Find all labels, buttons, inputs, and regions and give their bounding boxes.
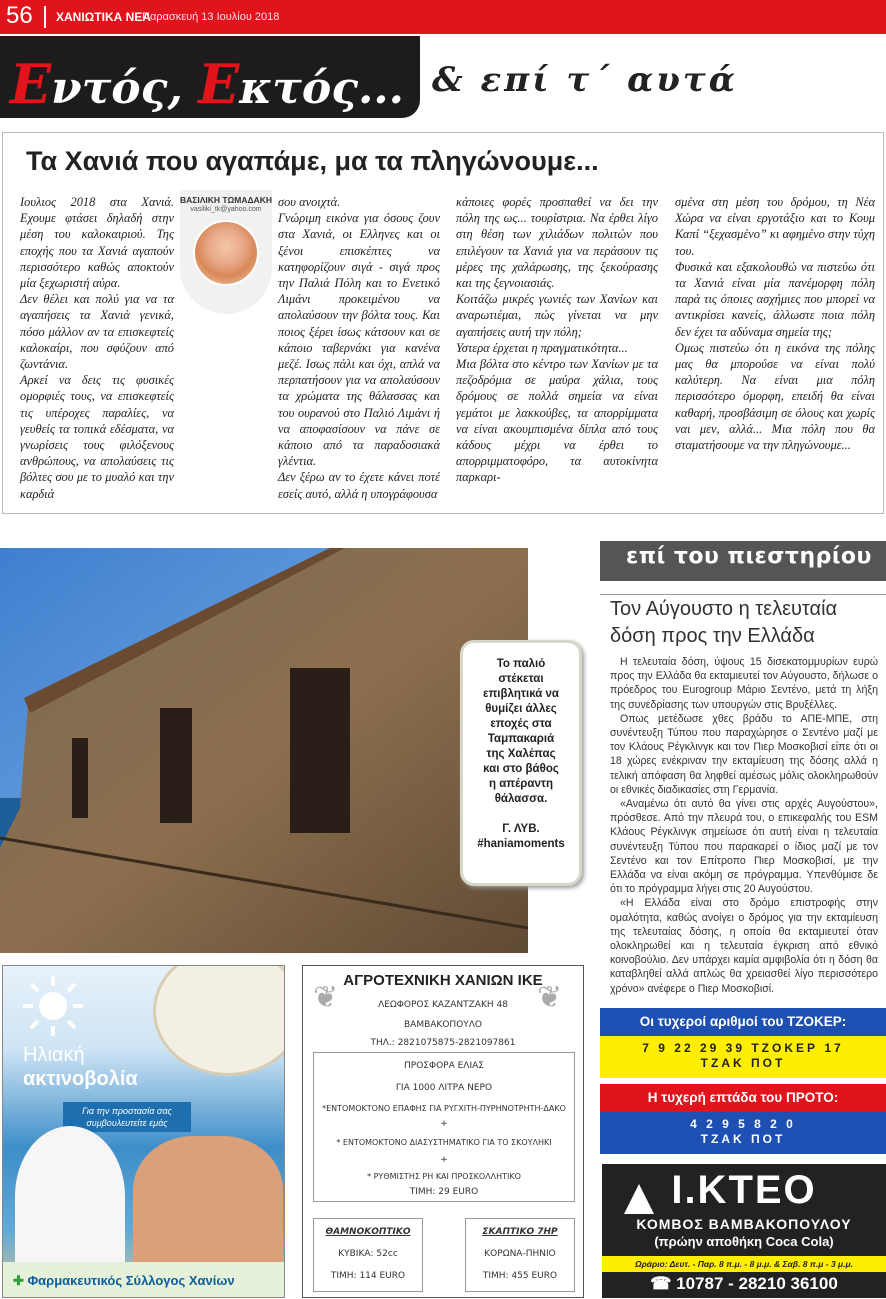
trimmer-box [313, 1218, 423, 1292]
article-paragraph: Μια βόλτα στο κέντρο των Χανίων με τα πεζοδρόμια σε μαύρα χάλια, τους δρόμους σε πολλά σημεία να είναι γεμάτοι με λακκούβες, τα απορρίμματα να είναι ακουμπισμένα δίπλα από τους κάδους μέχρι να έρθει το απορριμματοφόρο, τα αυτοκίνητα παρκαρι- [456, 357, 658, 485]
offer-title: ΠΡΟΣΦΟΡΑ ΕΛΙΑΣ [404, 1061, 484, 1071]
olive-branch-icon: ❦ [313, 981, 339, 1014]
article-column-4 [675, 194, 875, 453]
news-paragraph: Οπως μετέδωσε χθες βράδυ το ΑΠΕ-ΜΠΕ, στη συνέντευξη Τύπου που παραχώρησε ο Σεντένο μαζί με τον Κλάους Ρέγκλινγκ και τον Πιερ Μοσκοβισί είπε ότι οι 18 χώρες ενέκριναν την εκταμίευση της δόσης αλλά η τελική απόφαση θα ληφθεί αμέσως μόλις ολοκληρωθούν οι εθνικές διαδικασίες στη Γερμανία. [610, 712, 878, 796]
news-paragraph: «Αναμένω ότι αυτό θα γίνει στις αρχές Αυγούστου», πρόσθεσε. Από την πλευρά του, ο επικεφαλής του ESM Κλάους Ρέγκλινγκ σημείωσε ότι αυτή είναι η τελευταία συνέντευξη Τύπου που παρακαρεί ο ίδιος μαζί με τον Σεντένο και τον Επίτροπο Πιερ Μοσκοβισί, με την Ελλάδα να είναι ακόμη σε πρόγραμμα. Υπενθύμισε δε ότι το πρόγραμμα λήγει στις 20 Αυγούστου. [610, 798, 878, 896]
article-title: Τα Χανιά που αγαπάμε, μα τα πληγώνουμε... [26, 146, 599, 176]
sun-icon [21, 974, 85, 1038]
sunburned-back [133, 1136, 283, 1271]
author-name: ΒΑΣΙΛΙΚΗ ΤΩΜΑΔΑΚΗ [180, 195, 273, 205]
proto-title: Η τυχερή επτάδα του ΠΡΟΤΟ: [600, 1084, 886, 1112]
article-paragraph: Υστερα έρχεται η πραγματικότητα... [456, 340, 628, 355]
offer-item: * ΡΥΘΜΙΣΤΗΣ ΡΗ ΚΑΙ ΠΡΟΣΚΟΛΛΗΤΙΚΟ [367, 1172, 521, 1181]
trimmer-title: ΘΑΜΝΟΚΟΠΤΙΚΟ [325, 1227, 411, 1237]
agro-address-2: ΒΑΜΒΑΚΟΠΟΥΛΟ [403, 1020, 482, 1030]
olive-branch-icon: ❦ [537, 981, 563, 1014]
news-paragraph: «Η Ελλάδα είναι στο δρόμο επιστροφής στην ομαλότητα, καθώς ανοίγει ο δρόμος για την εκταμίευση της τελευταίας δόσης, η οποία θα εκταμιευτεί όταν ολοκληρωθεί και η τελευταία έγκριση από εθνικό κοινοβούλιο. Δεν υπάρχει καμία αμφιβολία ότι η δόση θα καταβληθεί αλλά απλώς θα χρειασθεί λίγο περισσότερο χρόνο» ανέφερε ο Πιερ Μοσκοβισί. [610, 897, 878, 995]
issue-date: Παρασκευή 13 Ιουλίου 2018 [142, 11, 280, 23]
author-email: vasiliki_tk@yahoo.com [190, 206, 262, 213]
news-divider [600, 594, 886, 595]
proto-note: ΤΖΑΚ ΠΟΤ [700, 1132, 786, 1146]
article-column-1 [20, 194, 174, 502]
caption-line: Ταμπακαριά [487, 733, 555, 745]
phone-icon: ☎ [650, 1274, 677, 1293]
article-paragraph: Αρκεί να δεις τις φυσικές ομορφιές τους, να επισκεφτείς τις υπέροχες παραλίες, να γευθείς τα τοπικά εδέσματα, να γνωρίσεις τους φιλόξενους ανθρώπους, να απολαύσεις τις βόλτες σου με το μυαλό και την καρδιά [20, 373, 174, 501]
page-number: 56 [6, 2, 33, 29]
title-letter-2: Ε [198, 52, 240, 116]
caption-line: θυμίζει άλλες [485, 703, 557, 715]
caption-line: θάλασσα. [494, 793, 548, 805]
agro-address-1: ΛΕΩΦΟΡΟΣ ΚΑΖΑΝΤΖΑΚΗ 48 [378, 1000, 508, 1010]
section-title [10, 52, 404, 116]
kteo-location: ΚΟΜΒΟΣ ΒΑΜΒΑΚΟΠΟΥΛΟΥ [636, 1216, 852, 1232]
tiller-title: ΣΚΑΠΤΙΚΟ 7ΗΡ [482, 1227, 558, 1237]
caption-line: και στο βάθος [483, 763, 559, 775]
caption-line: εποχές στα [490, 718, 552, 730]
pharma-cross-icon: ✚ [13, 1273, 28, 1288]
article-paragraph: Δεν ξέρω αν το έχετε κάνει ποτέ εσείς αυτό, αλλά η υπογράφουσα [278, 470, 440, 501]
offer-plus: + [440, 1119, 448, 1129]
pharma-tagline: Για την προστασία σας συμβουλευτείτε εμάς [63, 1102, 191, 1132]
trimmer-price: ΤΙΜΗ: 114 EURO [330, 1271, 406, 1281]
article-paragraph: Δεν θέλει και πολύ για να τα αγαπήσεις τα Χανιά γενικά, πόσο μάλλον αν τα επισκεφτείς καλοκαίρι, που σφύζουν από ζωντάνια. [20, 292, 174, 372]
tiller-box [465, 1218, 575, 1292]
caption-line: η απέραντη [488, 778, 554, 790]
proto-box [600, 1112, 886, 1154]
tiller-spec: ΚΟΡΩΝΑ-ΠΗΝΙΟ [484, 1249, 556, 1259]
article-paragraph: Φυσικά και εξακολουθώ να πιστεύω ότι τα Χανιά είναι μία πανέμορφη πόλη παρά τις όποιες ασχήμιες που μπορεί να αντικρίσει κανείς, άλλωστε ποια πόλη δεν έχει τα αδύναμα σημεία της; [675, 259, 875, 339]
title-word-1: ντός, [51, 63, 199, 114]
article-paragraph: Ιουλιος 2018 στα Χανιά. Εχουμε φτάσει δηλαδή στην μέση του καλοκαιριού. Της εποχής που τα Χανιά αγαπούν περισσότερο καθώς αποκτούν μία ξεχωριστή αύρα. [20, 195, 174, 291]
pharmacist-figure [15, 1126, 125, 1266]
press-section-title: επί του πιεστηρίου [626, 544, 872, 569]
top-divider [44, 6, 46, 28]
offer-plus: + [440, 1155, 448, 1165]
author-badge [180, 190, 272, 314]
caption-line: Το παλιό [496, 658, 546, 670]
caption-line: επιβλητικά να [483, 688, 559, 700]
joker-box [600, 1036, 886, 1078]
news-body [610, 655, 878, 996]
trimmer-spec: ΚΥΒΙΚΑ: 52cc [338, 1249, 398, 1259]
photo-caption [460, 640, 582, 886]
article-paragraph: Ομως πιστεύω ότι η εικόνα της πόλης μας θα μπορούσε να είναι πολύ καλύτερη. Να είναι μια πόλη περισσότερο όμορφη, επειδή θα είναι καθαρή, προσβάσιμη σε όλους και χωρίς ναι μεν, αλλά... Μια πόλη που θα σταματήσουμε να την πληγώνουμε... [675, 340, 875, 453]
article-paragraph: κάποιες φορές προσπαθεί να δει την πόλη της ως... τουρίστρια. Να έρθει λίγο στη θέση των χιλιάδων πολιτών που επιλέγουν τα Χανιά για να περάσουν τις μέρες της χαλάρωσης, της ξεκούρασης και της ξεγνοιασιάς. [456, 195, 658, 291]
title-letter-1: Ε [10, 52, 52, 116]
article-paragraph: Γνώριμη εικόνα για όσους ζουν στα Χανιά, οι Ελληνες και οι ξένοι επισκέπτες να κατηφορίζουν σιγά - σιγά προς την Παλιά Πόλη και το Ενετικό Λιμάνι προκειμένου να απολαύσουν την βόλτα τους. Και ποιος ξέρει ίσως κάτσουν και σε κάποιο ταβερνάκι για κανένα μεζέ. Ισως πάλι και όχι, απλά να περπατήσουν για να απολαύσουν τα χρώματα της θάλασσας και του ουρανού στο Παλιό Λιμάνι ή να αποφασίσουν να πάνε σε κάποιο από τα παραδοσιακά γλέντια. [278, 211, 440, 469]
offer-price: ΤΙΜΗ: 29 EURO [409, 1187, 479, 1197]
pharma-footer-text: Φαρμακευτικός Σύλλογος Χανίων [27, 1273, 235, 1288]
agro-phone: ΤΗΛ.: 2821075875-2821097861 [370, 1038, 516, 1048]
pharmacy-ad [2, 965, 285, 1298]
article-column-2 [278, 194, 440, 502]
offer-item: *ΕΝΤΟΜΟΚΤΟΝΟ ΕΠΑΦΗΣ ΓΙΑ ΡΥΓΧΙΤΗ-ΠΥΡΗΝΟΤΡΗΤΗ-ΔΑΚΟ [322, 1104, 566, 1113]
offer-subtitle: ΓΙΑ 1000 ΛΙΤΡΑ ΝΕΡΟ [395, 1083, 493, 1093]
kteo-phone: 10787 - 28210 36100 [676, 1274, 838, 1293]
proto-numbers: 4 2 9 5 8 2 0 [690, 1117, 796, 1131]
news-title: Τον Αύγουστο η τελευταία δόση προς την Ελλάδα [610, 598, 838, 647]
pharma-title-1: Ηλιακή [23, 1044, 85, 1066]
kteo-hours: Ωράριο: Δευτ. - Παρ. 8 π.μ. - 8 μ.μ. & Σαβ. 8 π.μ - 3 μ.μ. [602, 1256, 886, 1272]
section-subtitle: & επί τ΄ αυτά [432, 60, 738, 100]
tiller-price: ΤΙΜΗ: 455 EURO [482, 1271, 558, 1281]
news-paragraph: Η τελευταία δόση, ύψους 15 δισεκατομμυρίων ευρώ προς την Ελλάδα θα εκταμιευτεί τον Αύγουστο, δήλωσε ο πρόεδρος του Eurogroup Μάριο Σεντένο, μετά τη λήξη της συνεδρίασης των υπουργών στις Βρυξέλλες. [610, 656, 878, 711]
kteo-logo: Ι.ΚΤΕΟ [671, 1168, 817, 1212]
offer-item: * ΕΝΤΟΜΟΚΤΟΝΟ ΔΙΑΣΥΣΤΗΜΑΤΙΚΟ ΓΙΑ ΤΟ ΣΚΟΥΛΗΚΙ [336, 1138, 552, 1147]
article-paragraph: σμένα στη μέση του δρόμου, τη Νέα Χώρα να είναι εργοτάξιο και το Κουμ Καπί “ξεχασμένο” κι αφημένο στην τύχη του. [675, 195, 875, 258]
joker-note: ΤΖΑΚ ΠΟΤ [700, 1056, 786, 1070]
car-icon [622, 1182, 656, 1216]
caption-credit: Γ. ΛΥΒ. [502, 823, 540, 835]
title-word-2: κτός... [239, 63, 404, 114]
caption-line: της Χαλέπας [486, 748, 556, 760]
kteo-ad [602, 1164, 886, 1298]
building-photo [0, 548, 528, 953]
caption-line: στέκεται [498, 673, 544, 685]
joker-numbers: 7 9 22 29 39 ΤΖΟΚΕΡ 17 [642, 1041, 844, 1055]
agro-ad [302, 965, 584, 1298]
kteo-phone-row [602, 1274, 886, 1294]
article-paragraph: σου ανοιχτά. [278, 195, 341, 209]
agro-title: ΑΓΡΟΤΕΧΝΙΚΗ ΧΑΝΙΩΝ ΙΚΕ [343, 972, 543, 989]
pharma-footer [3, 1262, 285, 1298]
newspaper-name: ΧΑΝΙΩΤΙΚΑ ΝΕΑ [56, 10, 151, 24]
olive-offer-box [313, 1052, 575, 1202]
pharma-title-2: ακτινοβολία [23, 1068, 138, 1090]
caption-hashtag: #haniamoments [477, 838, 565, 850]
article-paragraph: Κοιτάζω μικρές γωνιές των Χανίων και αναρωτιέμαι, πώς γίνεται να μην αγαπήσεις αυτή την πόλη; [456, 292, 658, 339]
building-photo-image [0, 548, 528, 953]
sun-hat [153, 965, 285, 1076]
kteo-former: (πρώην αποθήκη Coca Cola) [654, 1234, 834, 1249]
article-column-3 [456, 194, 658, 486]
author-photo [193, 220, 259, 286]
joker-title: Οι τυχεροί αριθμοί του ΤΖΟΚΕΡ: [600, 1008, 886, 1036]
